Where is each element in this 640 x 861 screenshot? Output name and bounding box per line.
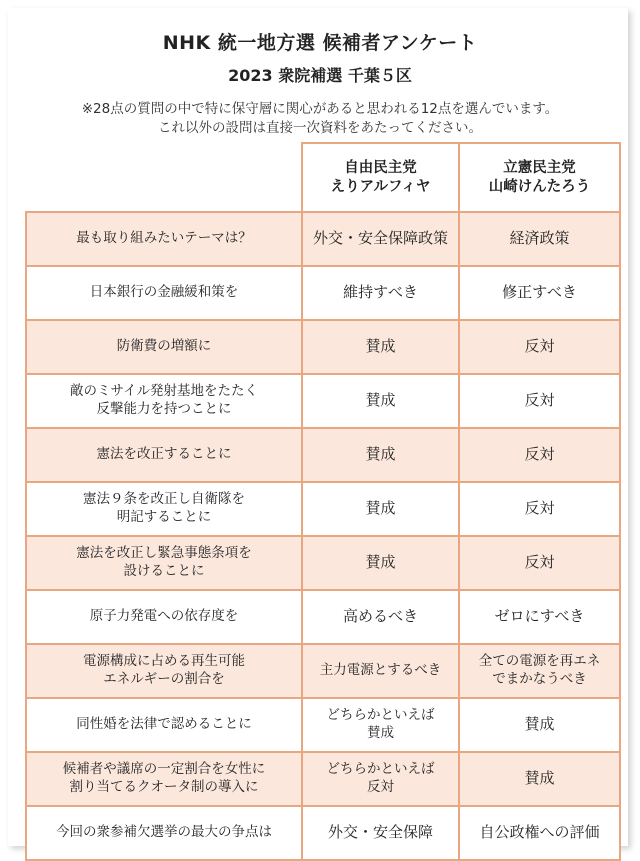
answer-cell-candidate-2: 賛成: [459, 698, 620, 752]
table-row: [26, 698, 620, 752]
page-title: NHK 統一地方選 候補者アンケート: [162, 32, 478, 54]
answer-cell-candidate-2: 反対: [459, 536, 620, 590]
answer-cell-candidate-2: 反対: [459, 482, 620, 536]
table-row: [26, 428, 620, 482]
answer-cell-candidate-2: 反対: [459, 374, 620, 428]
table-row: [26, 482, 620, 536]
answer-cell-candidate-2: 経済政策: [459, 212, 620, 266]
question-cell: 原子力発電への依存度を: [26, 590, 302, 644]
header-blank-cell: [26, 143, 302, 212]
note-line-2: これ以外の設問は直接一次資料をあたってください。: [158, 120, 482, 136]
table-row: [26, 212, 620, 266]
table-row: [26, 374, 620, 428]
question-cell: 憲法９条を改正し自衛隊を 明記することに: [26, 482, 302, 536]
question-cell: 日本銀行の金融緩和策を: [26, 266, 302, 320]
answer-cell-candidate-1: 主力電源とするべき: [302, 644, 459, 698]
answer-cell-candidate-2: 反対: [459, 428, 620, 482]
answer-cell-candidate-1: 賛成: [302, 536, 459, 590]
candidate-party: 立憲民主党: [503, 159, 576, 176]
answer-cell-candidate-1: どちらかといえば 賛成: [302, 698, 459, 752]
answer-cell-candidate-2: 全ての電源を再エネ でまかなうべき: [459, 644, 620, 698]
answer-cell-candidate-1: 賛成: [302, 374, 459, 428]
table-row: [26, 752, 620, 806]
table-row: [26, 806, 620, 860]
answer-cell-candidate-2: 自公政権への評価: [459, 806, 620, 860]
question-cell: 電源構成に占める再生可能 エネルギーの割合を: [26, 644, 302, 698]
question-cell: 同性婚を法律で認めることに: [26, 698, 302, 752]
answer-cell-candidate-1: 賛成: [302, 482, 459, 536]
answer-cell-candidate-1: どちらかといえば 反対: [302, 752, 459, 806]
candidate-name: えりアルフィヤ: [330, 178, 431, 195]
table-row: [26, 266, 620, 320]
question-cell: 敵のミサイル発射基地をたたく 反撃能力を持つことに: [26, 374, 302, 428]
answer-cell-candidate-2: 反対: [459, 320, 620, 374]
table-header-row: [26, 143, 620, 212]
table-row: [26, 644, 620, 698]
question-cell: 候補者や議席の一定割合を女性に 割り当てるクオータ制の導入に: [26, 752, 302, 806]
answer-cell-candidate-1: 外交・安全保障政策: [302, 212, 459, 266]
answer-cell-candidate-2: 賛成: [459, 752, 620, 806]
survey-table: [25, 142, 621, 861]
answer-cell-candidate-1: 賛成: [302, 320, 459, 374]
answer-cell-candidate-1: 維持すべき: [302, 266, 459, 320]
candidate-name: 山崎けんたろう: [488, 178, 591, 195]
candidate-party: 自由民主党: [344, 159, 417, 176]
question-cell: 最も取り組みたいテーマは？: [26, 212, 302, 266]
page-subtitle: 2023 衆院補選 千葉５区: [228, 66, 412, 85]
question-cell: 防衛費の増額に: [26, 320, 302, 374]
question-cell: 今回の衆参補欠選挙の最大の争点は: [26, 806, 302, 860]
question-cell: 憲法を改正し緊急事態条項を 設けることに: [26, 536, 302, 590]
candidate-header-1: [302, 143, 459, 212]
answer-cell-candidate-1: 賛成: [302, 428, 459, 482]
answer-cell-candidate-2: ゼロにすべき: [459, 590, 620, 644]
table-row: [26, 590, 620, 644]
table-row: [26, 320, 620, 374]
candidate-header-2: [459, 143, 620, 212]
answer-cell-candidate-2: 修正すべき: [459, 266, 620, 320]
note-line-1: ※28点の質問の中で特に保守層に関心があると思われる12点を選んでいます。: [81, 101, 559, 117]
question-cell: 憲法を改正することに: [26, 428, 302, 482]
answer-cell-candidate-1: 外交・安全保障: [302, 806, 459, 860]
table-row: [26, 536, 620, 590]
answer-cell-candidate-1: 高めるべき: [302, 590, 459, 644]
